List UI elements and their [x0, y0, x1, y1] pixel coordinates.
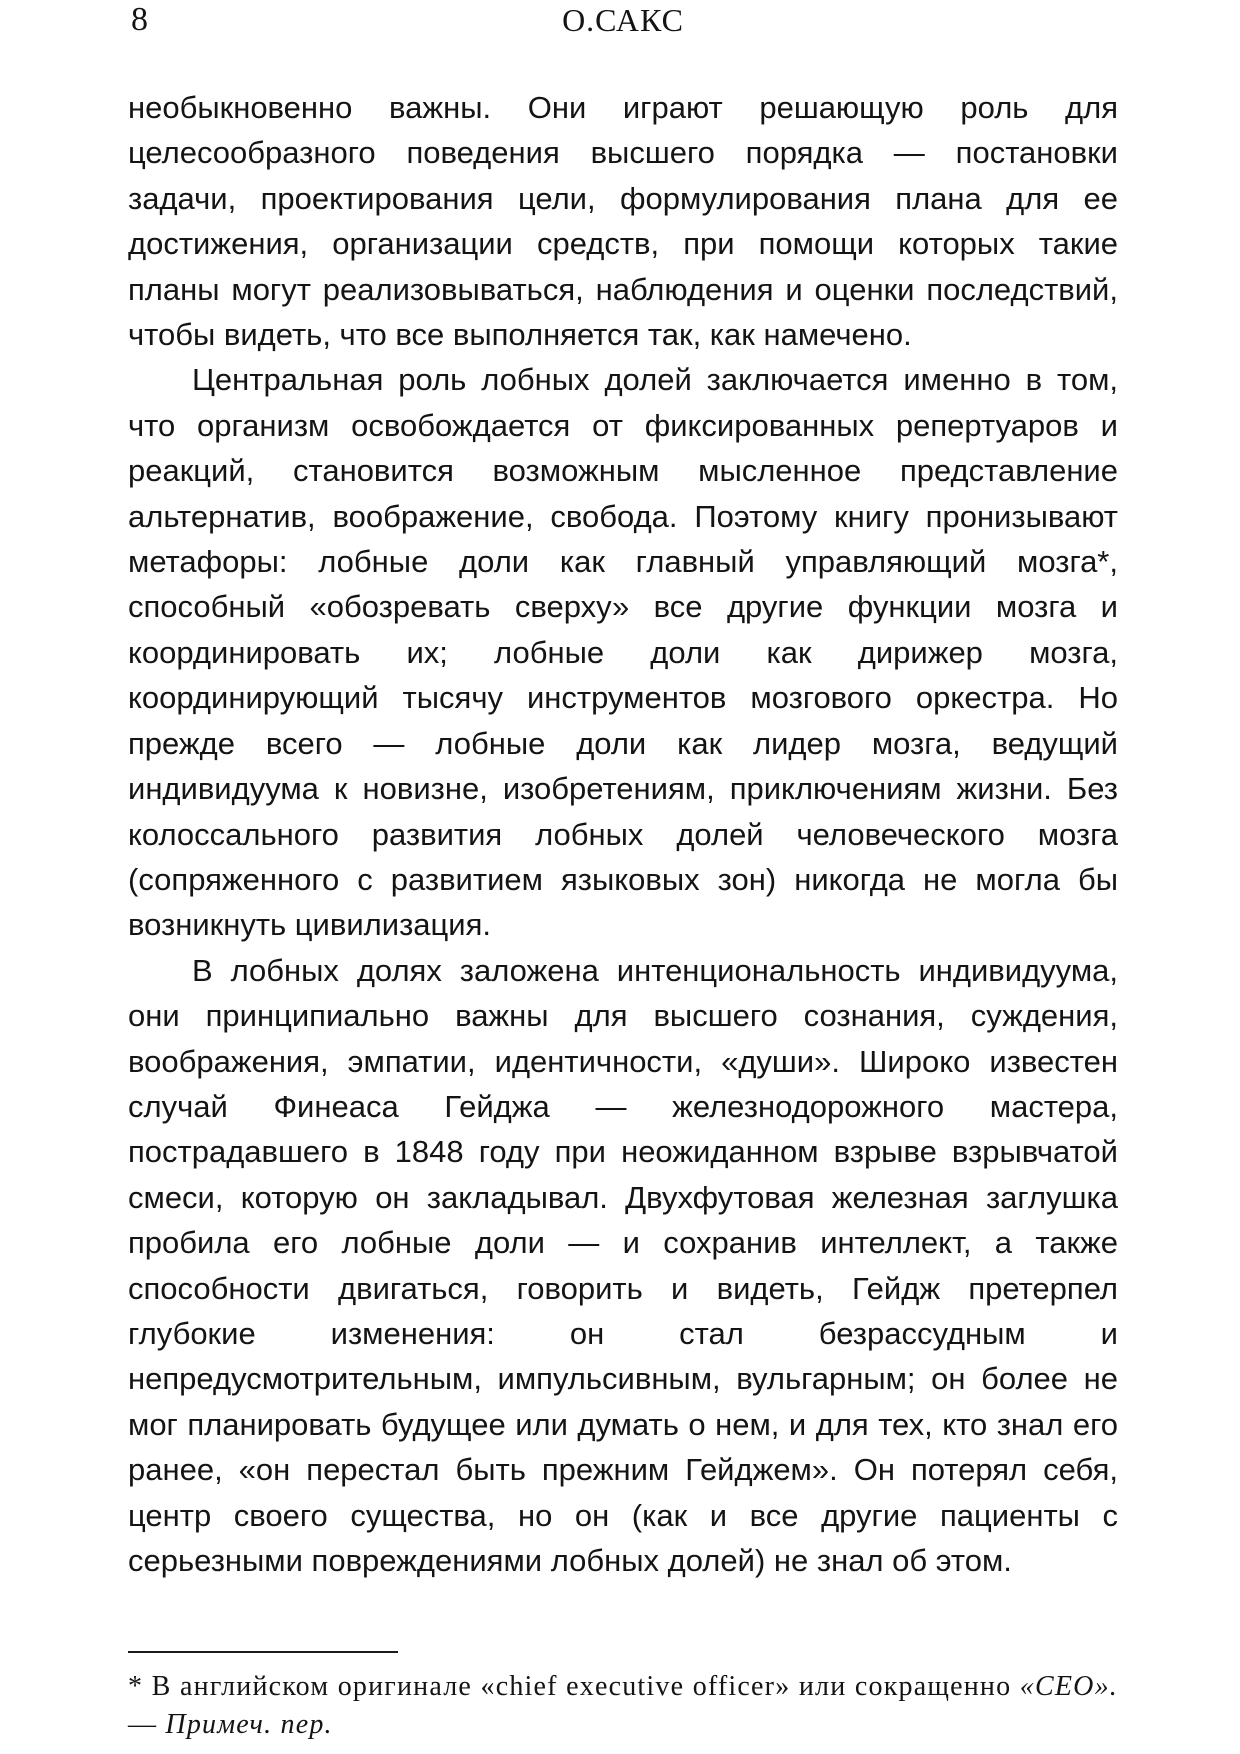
footnote-text: * В английском оригинале «chief executive officer» или сокращенно	[128, 1671, 1020, 1702]
footnote-paragraph	[128, 1668, 1118, 1744]
paragraph-1: необыкновенно важны. Они играют решающую роль для целесообразного поведения высшего порядка — постановки задачи, проектирования цели, формулирования плана для ее достижения, организации средств, при помощи которых такие планы могут реализовываться, наблюдения и оценки последствий, чтобы видеть, что все выполняется так, как намечено.	[128, 90, 1118, 353]
page-number: 8	[131, 1, 148, 38]
footnote-abbreviation: «СЕО».	[1019, 1671, 1118, 1702]
paragraph-3: В лобных долях заложена интенциональность индивидуума, они принципиально важны для высшего сознания, суждения, воображения, эмпатии, идентичности, «души». Широко известен случай Финеаса Гейджа — железнодорожного мастера, пострадавшего в 1848 году при неожиданном взрыве взрывчатой смеси, которую он закладывал. Двухфутовая железная заглушка пробила его лобные доли — и сохранив интеллект, а также способности двигаться, говорить и видеть, Гейдж претерпел глубокие изменения: он стал безрассудным и непредусмотрительным, импульсивным, вульгарным; он более не мог планировать будущее или думать о нем, и для тех, кто знал его ранее, «он перестал быть прежним Гейджем». Он потерял себя, центр своего существа, но он (как и все другие пациенты с серьезными повреждениями лобных долей) не знал об этом.	[128, 952, 1118, 1578]
footnote	[128, 1668, 1118, 1744]
footnote-attribution: Примеч. пер.	[165, 1709, 333, 1740]
running-head	[128, 0, 1118, 40]
body-text	[128, 85, 1118, 1583]
running-title: О.САКС	[562, 2, 684, 38]
footnote-separator: —	[128, 1709, 166, 1740]
paragraph-2: Центральная роль лобных долей заключается именно в том, что организм освобождается от фиксированных репертуаров и реакций, становится возможным мысленное представление альтернатив, воображение, свобода. Поэтому книгу пронизывают метафоры: лобные доли как главный управляющий мозга*, способный «обозревать сверху» все другие функции мозга и координировать их; лобные доли как дирижер мозга, координирующий тысячу инструментов мозгового оркестра. Но прежде всего — лобные доли как лидер мозга, ведущий индивидуума к новизне, изобретениям, приключениям жизни. Без колоссального развития лобных долей человеческого мозга (сопряженного с развитием языковых зон) никогда не могла бы возникнуть цивилизация.	[128, 362, 1118, 943]
footnote-rule	[128, 1651, 398, 1653]
